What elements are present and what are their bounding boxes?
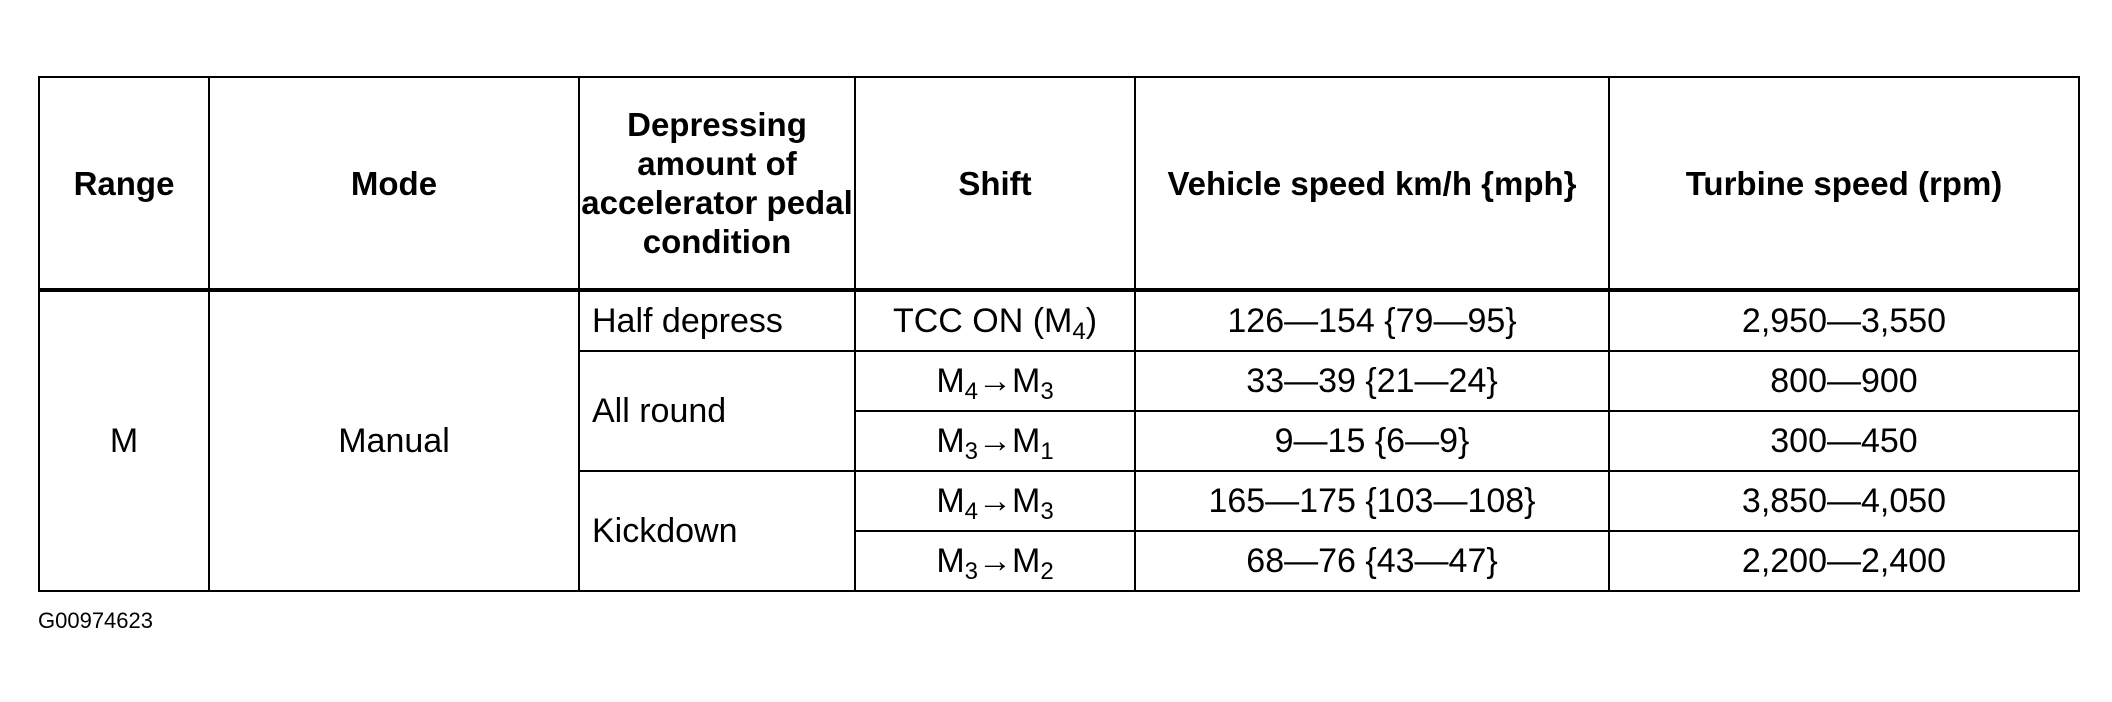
turbine-speed-cell: 2,950—3,550 bbox=[1609, 290, 2079, 351]
header-depressing-amount bbox=[579, 77, 855, 290]
header-shift: Shift bbox=[855, 77, 1135, 290]
header-turbine-speed-line: Turbine speed bbox=[1685, 164, 1909, 202]
turbine-speed-cell: 3,850—4,050 bbox=[1609, 471, 2079, 531]
header-vehicle-speed bbox=[1135, 77, 1609, 290]
shift-prefix: M bbox=[936, 542, 965, 580]
range-cell: M bbox=[39, 290, 209, 591]
shift-cell bbox=[855, 531, 1135, 591]
shift-subscript: 3 bbox=[1040, 498, 1054, 525]
condition-cell-half-depress: Half depress bbox=[579, 290, 855, 351]
figure-id-caption: G00974623 bbox=[38, 608, 153, 633]
turbine-speed-cell: 800—900 bbox=[1609, 351, 2079, 411]
shift-cell bbox=[855, 290, 1135, 351]
vehicle-speed-cell: 33—39 {21—24} bbox=[1135, 351, 1609, 411]
shift-mid: ) bbox=[1085, 302, 1098, 340]
header-mode: Mode bbox=[209, 77, 579, 290]
condition-cell-kickdown: Kickdown bbox=[579, 471, 855, 591]
vehicle-speed-cell: 9—15 {6—9} bbox=[1135, 411, 1609, 471]
shift-subscript: 4 bbox=[964, 498, 978, 525]
shift-mid: →M bbox=[978, 542, 1041, 580]
shift-subscript: 3 bbox=[1040, 378, 1054, 405]
header-depress-line: Depressing bbox=[627, 106, 807, 143]
shift-cell bbox=[855, 471, 1135, 531]
shift-subscript: 1 bbox=[1040, 438, 1054, 465]
shift-prefix: M bbox=[936, 482, 965, 520]
shift-cell bbox=[855, 411, 1135, 471]
shift-subscript: 3 bbox=[964, 438, 978, 465]
shift-subscript: 2 bbox=[1040, 558, 1054, 585]
header-depress-line: accelerator bbox=[581, 184, 758, 221]
header-turbine-speed bbox=[1609, 77, 2079, 290]
turbine-speed-cell: 300—450 bbox=[1609, 411, 2079, 471]
shift-mid: →M bbox=[978, 362, 1041, 400]
vehicle-speed-cell: 126—154 {79—95} bbox=[1135, 290, 1609, 351]
shift-speed-table bbox=[38, 76, 2080, 592]
shift-subscript: 4 bbox=[1072, 318, 1086, 345]
header-row bbox=[39, 77, 2079, 290]
shift-subscript: 4 bbox=[964, 378, 978, 405]
table-row bbox=[39, 290, 2079, 351]
condition-cell-all-round: All round bbox=[579, 351, 855, 471]
header-depress-line: pedal bbox=[766, 184, 853, 221]
shift-subscript: 3 bbox=[964, 558, 978, 585]
turbine-speed-cell: 2,200—2,400 bbox=[1609, 531, 2079, 591]
header-range: Range bbox=[39, 77, 209, 290]
shift-prefix: M bbox=[936, 422, 965, 460]
shift-prefix: TCC ON (M bbox=[892, 302, 1073, 340]
shift-prefix: M bbox=[936, 362, 965, 400]
vehicle-speed-cell: 68—76 {43—47} bbox=[1135, 531, 1609, 591]
header-vehicle-speed-line: Vehicle speed bbox=[1167, 164, 1386, 202]
header-depress-line: amount of bbox=[637, 145, 797, 182]
shift-mid: →M bbox=[978, 482, 1041, 520]
header-turbine-speed-line: (rpm) bbox=[1917, 164, 2003, 202]
shift-mid: →M bbox=[978, 422, 1041, 460]
mode-cell: Manual bbox=[209, 290, 579, 591]
vehicle-speed-cell: 165—175 {103—108} bbox=[1135, 471, 1609, 531]
header-depress-line: condition bbox=[642, 223, 792, 260]
header-vehicle-speed-line: km/h {mph} bbox=[1394, 164, 1577, 202]
shift-cell bbox=[855, 351, 1135, 411]
